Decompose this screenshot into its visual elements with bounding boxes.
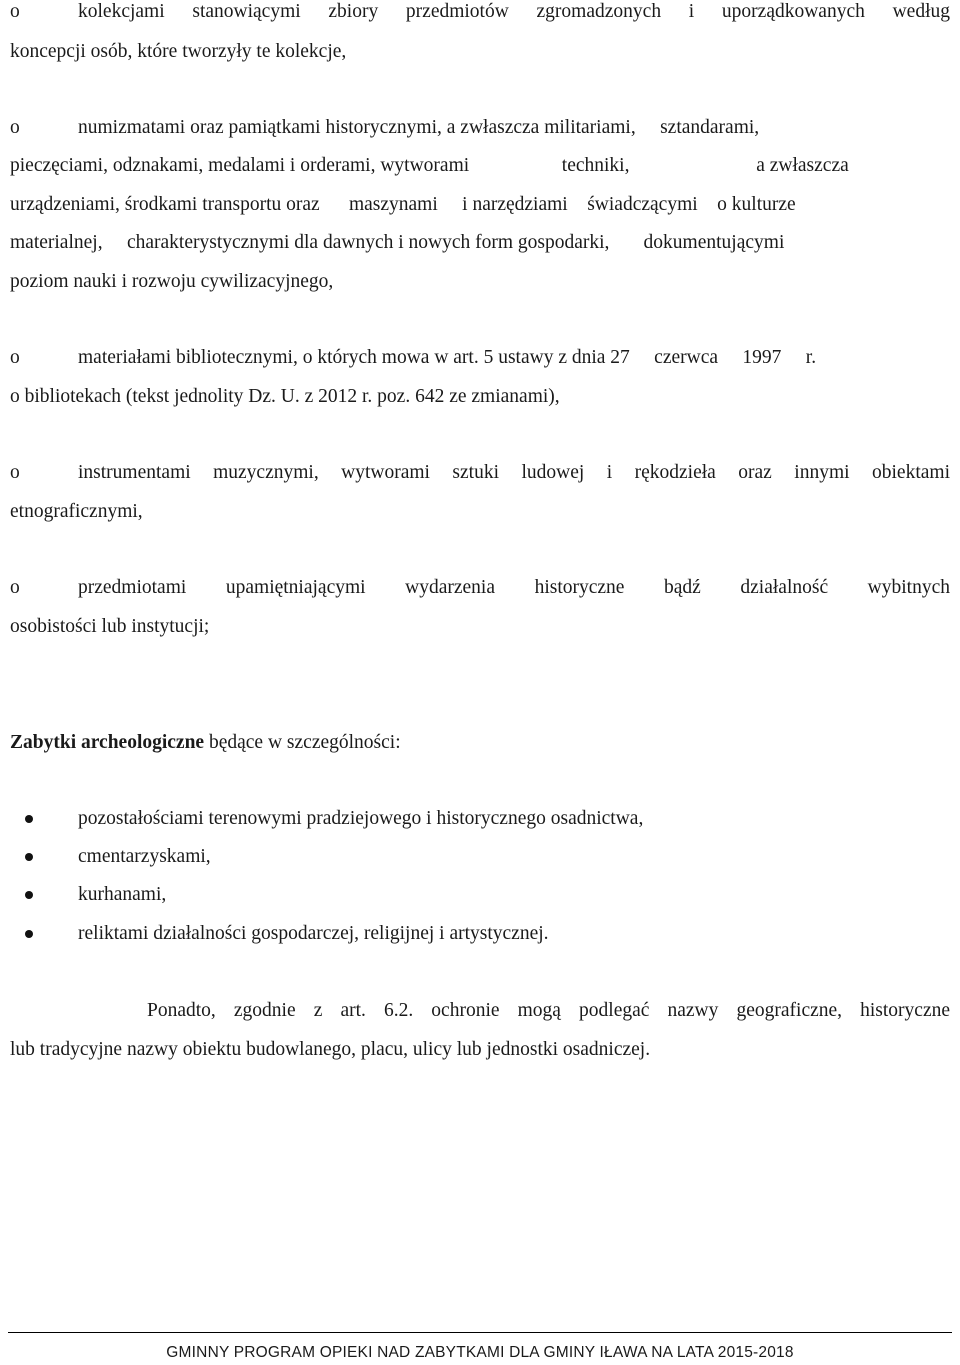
bullet-item: reliktami działalności gospodarczej, religijnej i artystycznej. — [78, 923, 549, 944]
bullet-dot — [25, 853, 33, 861]
section-heading-rest: będące w szczególności: — [204, 732, 401, 753]
list-item-numismatics-line1: numizmatami oraz pamiątkami historycznymi, a zwłaszcza militariami, sztandarami, — [78, 117, 760, 138]
page-footer: GMINNY PROGRAM OPIEKI NAD ZABYTKAMI DLA GMINY IŁAWA NA LATA 2015-2018 — [166, 1344, 794, 1361]
list-item-instruments-line2: etnograficznymi, — [10, 501, 143, 522]
bullet-item: pozostałościami terenowymi pradziejowego i historycznego osadnictwa, — [78, 808, 644, 829]
closing-paragraph-line2: lub tradycyjne nazwy obiektu budowlanego, placu, ulicy lub jednostki osadniczej. — [10, 1039, 651, 1060]
closing-paragraph-line1: Ponadto, zgodnie z art. 6.2. ochronie mogą podlegać nazwy geograficzne, historyczne — [147, 1000, 950, 1021]
list-item-numismatics-line5: poziom nauki i rozwoju cywilizacyjnego, — [10, 271, 334, 292]
list-item-numismatics-line4: materialnej, charakterystycznymi dla dawnych i nowych form gospodarki, dokumentującymi — [10, 232, 785, 253]
list-item-collections-line1: kolekcjami stanowiącymi zbiory przedmiotów zgromadzonych i uporządkowanych według — [78, 1, 950, 22]
list-item-numismatics-line2: pieczęciami, odznakami, medalami i orderami, wytworami techniki, a zwłaszcza — [10, 155, 849, 176]
list-item-library-line2: o bibliotekach (tekst jednolity Dz. U. z 2012 r. poz. 642 ze zmianami), — [10, 386, 560, 407]
list-marker-o: o — [10, 347, 20, 368]
bullet-item: kurhanami, — [78, 884, 167, 905]
list-item-collections-line2: koncepcji osób, które tworzyły te kolekcje, — [10, 41, 347, 62]
bullet-dot — [25, 815, 33, 823]
list-item-instruments-line1: instrumentami muzycznymi, wytworami sztuki ludowej i rękodzieła oraz innymi obiektami — [78, 462, 950, 483]
list-marker-o: o — [10, 117, 20, 138]
list-marker-o: o — [10, 1, 20, 22]
footer-divider — [8, 1332, 952, 1333]
list-item-library-line1: materiałami bibliotecznymi, o których mowa w art. 5 ustawy z dnia 27 czerwca 1997 r. — [78, 347, 817, 368]
section-heading — [10, 731, 950, 755]
bullet-dot — [25, 930, 33, 938]
list-item-numismatics-line3: urządzeniami, środkami transportu oraz maszynami i narzędziami świadczącymi o kulturze — [10, 194, 796, 215]
list-item-commemorative-line2: osobistości lub instytucji; — [10, 616, 210, 637]
bullet-dot — [25, 891, 33, 899]
list-marker-o: o — [10, 462, 20, 483]
list-item-commemorative-line1: przedmiotami upamiętniającymi wydarzenia historyczne bądź działalność wybitnych — [78, 577, 950, 598]
list-marker-o: o — [10, 577, 20, 598]
section-heading-bold: Zabytki archeologiczne — [10, 732, 205, 753]
bullet-item: cmentarzyskami, — [78, 846, 211, 867]
